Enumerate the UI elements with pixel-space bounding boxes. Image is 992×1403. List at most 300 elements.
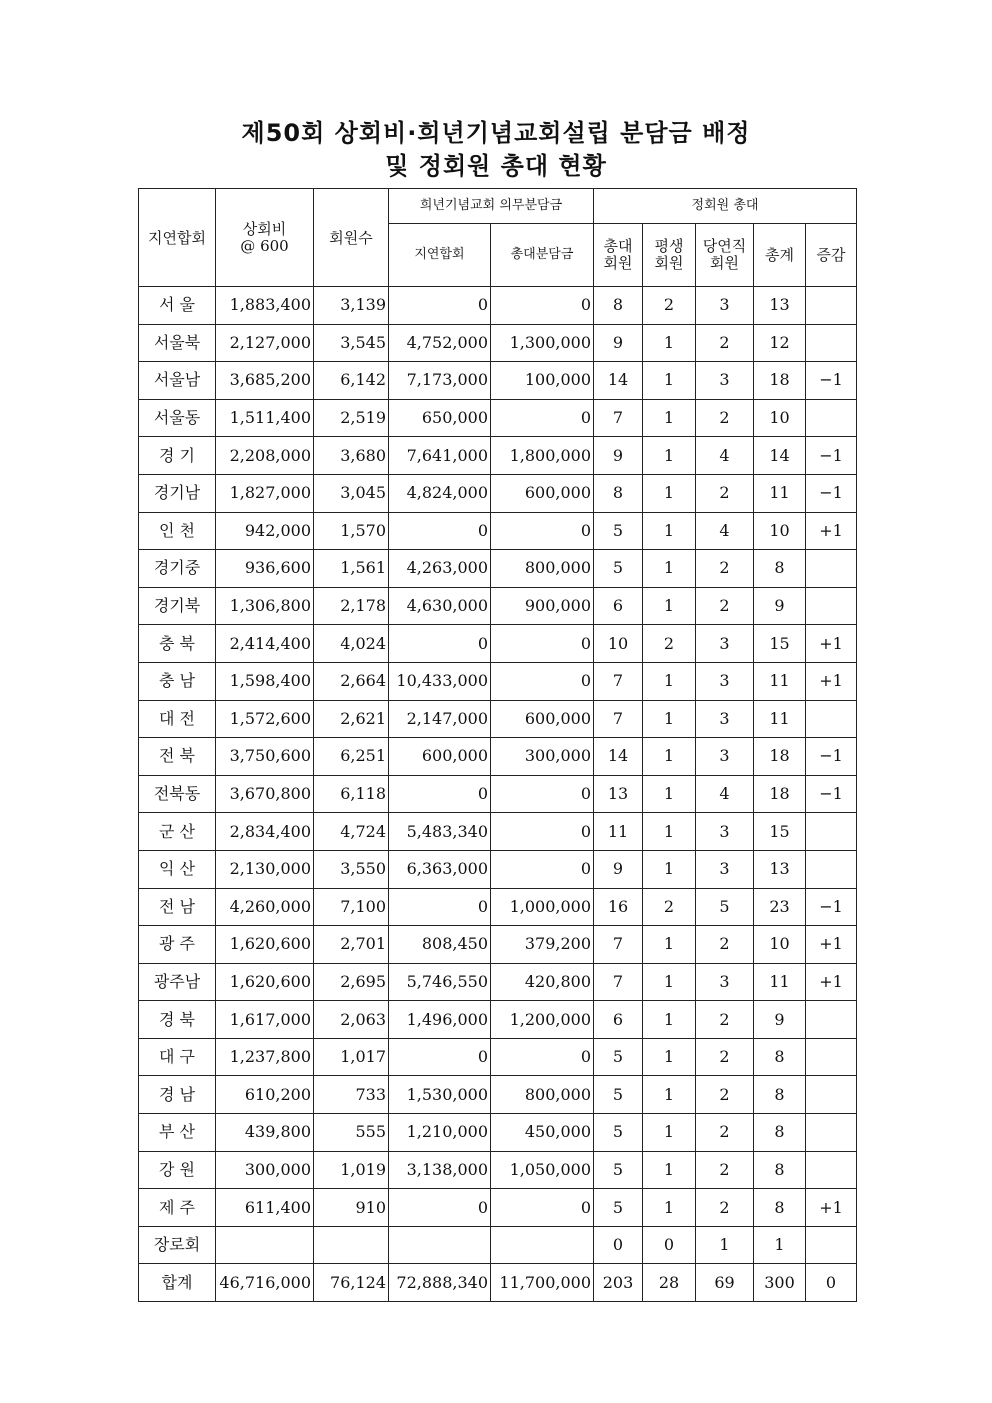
members-cell: 555 [314,1114,389,1152]
members-cell: 1,017 [314,1038,389,1076]
table-row [139,700,857,738]
jubilee-general-cell: 600,000 [491,700,594,738]
jubilee-region-cell: 0 [389,1038,491,1076]
jubilee-general-cell: 900,000 [491,587,594,625]
jubilee-region-cell: 600,000 [389,738,491,776]
del-general-cell: 8 [594,474,643,512]
region: 경기남 [139,474,216,512]
fee-cell: 439,800 [216,1114,314,1152]
del-general-cell: 5 [594,1076,643,1114]
jubilee-general-cell: 450,000 [491,1114,594,1152]
jubilee-region-cell: 0 [389,888,491,926]
jubilee-general-cell: 0 [491,399,594,437]
table-row [139,1001,857,1039]
change-cell: +1 [806,662,857,700]
jubilee-general-cell: 420,800 [491,963,594,1001]
members-cell: 2,701 [314,926,389,964]
change-cell [806,1114,857,1152]
region: 인 천 [139,512,216,550]
jubilee-region-cell: 1,210,000 [389,1114,491,1152]
header-members: 회원수 [314,189,389,287]
members-cell: 6,118 [314,775,389,813]
del-total-cell: 10 [754,512,806,550]
del-general-cell: 5 [594,1189,643,1227]
region: 서울동 [139,399,216,437]
del-ex-cell: 2 [696,1001,754,1039]
change-cell [806,813,857,851]
del-life-cell: 1 [643,474,696,512]
jubilee-region-cell: 6,363,000 [389,850,491,888]
del-total-cell: 8 [754,1189,806,1227]
region: 전 북 [139,738,216,776]
fee-cell: 1,511,400 [216,399,314,437]
totals-del-total: 300 [754,1264,806,1302]
del-life-cell: 1 [643,1038,696,1076]
region: 경 북 [139,1001,216,1039]
totals-fee: 46,716,000 [216,1264,314,1302]
table-row [139,587,857,625]
members-cell: 6,142 [314,362,389,400]
table-row [139,362,857,400]
del-total-cell: 9 [754,1001,806,1039]
table-row [139,512,857,550]
region: 경기중 [139,550,216,588]
document-title-line1: 제50회 상회비·희년기념교회설립 분담금 배정 [241,119,751,147]
table-row [139,287,857,325]
change-cell [806,850,857,888]
region: 부 산 [139,1114,216,1152]
del-ex-cell: 4 [696,437,754,475]
fee-cell: 3,750,600 [216,738,314,776]
table-row [139,738,857,776]
del-life-cell: 1 [643,1151,696,1189]
table-row [139,399,857,437]
fee-cell: 1,572,600 [216,700,314,738]
change-cell [806,550,857,588]
del-total-cell: 23 [754,888,806,926]
del-life-cell: 2 [643,888,696,926]
members-cell: 1,019 [314,1151,389,1189]
del-ex-cell: 3 [696,625,754,663]
del-ex-cell: 2 [696,474,754,512]
del-life-cell: 1 [643,437,696,475]
fee-cell: 611,400 [216,1189,314,1227]
members-cell: 3,545 [314,324,389,362]
del-total-cell: 10 [754,399,806,437]
region: 강 원 [139,1151,216,1189]
del-life-cell: 1 [643,1076,696,1114]
del-general-cell: 14 [594,362,643,400]
region: 군 산 [139,813,216,851]
del-life-cell: 1 [643,587,696,625]
change-cell: +1 [806,512,857,550]
members-cell: 2,063 [314,1001,389,1039]
change-cell: −1 [806,738,857,776]
jubilee-region-cell: 5,746,550 [389,963,491,1001]
jubilee-region-cell: 7,641,000 [389,437,491,475]
totals-jubilee-general: 11,700,000 [491,1264,594,1302]
jubilee-general-cell: 0 [491,813,594,851]
table-row [139,662,857,700]
jubilee-general-cell: 0 [491,512,594,550]
del-ex-cell: 2 [696,1189,754,1227]
change-cell [806,700,857,738]
change-cell: −1 [806,888,857,926]
header-fee-line2: @ 600 [240,236,289,255]
totals-del-ex: 69 [696,1264,754,1302]
header-del-life [643,224,696,287]
table-row [139,963,857,1001]
jubilee-general-cell: 379,200 [491,926,594,964]
jubilee-general-cell: 0 [491,1189,594,1227]
jubilee-general-cell: 1,050,000 [491,1151,594,1189]
totals-del-general: 203 [594,1264,643,1302]
jubilee-region-cell: 0 [389,512,491,550]
jubilee-region-cell: 4,824,000 [389,474,491,512]
fee-cell [216,1226,314,1264]
members-cell: 3,680 [314,437,389,475]
jubilee-region-cell: 0 [389,775,491,813]
del-life-cell: 1 [643,662,696,700]
header-del-general-line1: 총대 [603,237,633,255]
jubilee-region-cell: 808,450 [389,926,491,964]
del-ex-cell: 2 [696,1114,754,1152]
region: 경기북 [139,587,216,625]
jubilee-region-cell [389,1226,491,1264]
header-jubilee-general: 총대분담금 [491,224,594,287]
fee-cell: 3,685,200 [216,362,314,400]
del-life-cell: 1 [643,399,696,437]
del-general-cell: 9 [594,437,643,475]
del-total-cell: 13 [754,287,806,325]
fee-cell: 2,834,400 [216,813,314,851]
del-total-cell: 18 [754,362,806,400]
del-total-cell: 9 [754,587,806,625]
del-life-cell: 1 [643,1114,696,1152]
jubilee-region-cell: 10,433,000 [389,662,491,700]
del-life-cell: 1 [643,775,696,813]
region: 대 전 [139,700,216,738]
del-general-cell: 7 [594,700,643,738]
region: 광주남 [139,963,216,1001]
jubilee-region-cell: 4,752,000 [389,324,491,362]
members-cell: 2,519 [314,399,389,437]
del-ex-cell: 2 [696,587,754,625]
del-ex-cell: 2 [696,324,754,362]
allocation-table [138,188,857,1302]
table-row [139,850,857,888]
region: 대 구 [139,1038,216,1076]
del-total-cell: 8 [754,1038,806,1076]
fee-cell: 2,208,000 [216,437,314,475]
jubilee-region-cell: 3,138,000 [389,1151,491,1189]
table-row [139,324,857,362]
del-life-cell: 2 [643,287,696,325]
jubilee-general-cell: 600,000 [491,474,594,512]
members-cell [314,1226,389,1264]
fee-cell: 1,237,800 [216,1038,314,1076]
header-jubilee-group: 희년기념교회 의무분담금 [389,189,594,224]
change-cell: +1 [806,625,857,663]
del-general-cell: 6 [594,1001,643,1039]
del-total-cell: 11 [754,700,806,738]
header-del-life-line1: 평생 [654,237,684,255]
header-del-total: 총계 [754,224,806,287]
del-ex-cell: 3 [696,963,754,1001]
header-jubilee-region: 지연합회 [389,224,491,287]
members-cell: 4,024 [314,625,389,663]
del-general-cell: 5 [594,512,643,550]
region: 전북동 [139,775,216,813]
del-total-cell: 13 [754,850,806,888]
region: 전 남 [139,888,216,926]
del-ex-cell: 2 [696,1151,754,1189]
totals-jubilee-region: 72,888,340 [389,1264,491,1302]
region: 경 기 [139,437,216,475]
members-cell: 3,550 [314,850,389,888]
header-fee [216,189,314,287]
totals-del-life: 28 [643,1264,696,1302]
members-cell: 6,251 [314,738,389,776]
members-cell: 4,724 [314,813,389,851]
jubilee-general-cell: 0 [491,625,594,663]
members-cell: 2,178 [314,587,389,625]
del-total-cell: 8 [754,1151,806,1189]
fee-cell: 942,000 [216,512,314,550]
jubilee-general-cell: 0 [491,775,594,813]
del-ex-cell: 3 [696,813,754,851]
region: 서울북 [139,324,216,362]
del-ex-cell: 3 [696,287,754,325]
change-cell: −1 [806,437,857,475]
del-general-cell: 5 [594,550,643,588]
region: 서 울 [139,287,216,325]
del-ex-cell: 4 [696,775,754,813]
header-del-change: 증감 [806,224,857,287]
fee-cell: 1,620,600 [216,963,314,1001]
del-general-cell: 7 [594,963,643,1001]
del-total-cell: 11 [754,662,806,700]
del-ex-cell: 3 [696,850,754,888]
jubilee-region-cell: 650,000 [389,399,491,437]
table-row [139,926,857,964]
table-row [139,813,857,851]
fee-cell: 1,827,000 [216,474,314,512]
jubilee-region-cell: 4,630,000 [389,587,491,625]
del-general-cell: 13 [594,775,643,813]
del-total-cell: 12 [754,324,806,362]
del-ex-cell: 5 [696,888,754,926]
fee-cell: 4,260,000 [216,888,314,926]
document-title-line2: 및 정회원 총대 현황 [385,152,607,180]
del-total-cell: 11 [754,963,806,1001]
del-general-cell: 0 [594,1226,643,1264]
jubilee-general-cell: 0 [491,662,594,700]
del-general-cell: 14 [594,738,643,776]
jubilee-general-cell: 0 [491,1038,594,1076]
del-life-cell: 1 [643,1189,696,1227]
jubilee-region-cell: 1,530,000 [389,1076,491,1114]
del-general-cell: 10 [594,625,643,663]
table-row [139,1076,857,1114]
region: 충 북 [139,625,216,663]
del-total-cell: 11 [754,474,806,512]
del-general-cell: 5 [594,1038,643,1076]
table-row [139,474,857,512]
change-cell: +1 [806,1189,857,1227]
jubilee-region-cell: 7,173,000 [389,362,491,400]
jubilee-general-cell: 800,000 [491,1076,594,1114]
jubilee-region-cell: 5,483,340 [389,813,491,851]
jubilee-general-cell: 100,000 [491,362,594,400]
change-cell [806,1151,857,1189]
del-ex-cell: 3 [696,738,754,776]
region: 제 주 [139,1189,216,1227]
region: 충 남 [139,662,216,700]
change-cell: +1 [806,963,857,1001]
fee-cell: 2,130,000 [216,850,314,888]
table-row [139,775,857,813]
header-del-ex-line2: 회원 [710,254,739,272]
jubilee-region-cell: 1,496,000 [389,1001,491,1039]
del-total-cell: 8 [754,1076,806,1114]
del-life-cell: 1 [643,550,696,588]
del-life-cell: 1 [643,926,696,964]
del-total-cell: 10 [754,926,806,964]
del-life-cell: 1 [643,813,696,851]
del-total-cell: 18 [754,775,806,813]
members-cell: 1,570 [314,512,389,550]
del-general-cell: 9 [594,850,643,888]
totals-change: 0 [806,1264,857,1302]
fee-cell: 1,883,400 [216,287,314,325]
del-ex-cell: 3 [696,662,754,700]
change-cell [806,1001,857,1039]
table-row [139,1226,857,1264]
members-cell: 3,045 [314,474,389,512]
change-cell [806,1076,857,1114]
header-delegates-group: 정회원 총대 [594,189,857,224]
members-cell: 7,100 [314,888,389,926]
del-ex-cell: 2 [696,550,754,588]
table-row [139,625,857,663]
members-cell: 910 [314,1189,389,1227]
fee-cell: 610,200 [216,1076,314,1114]
members-cell: 2,621 [314,700,389,738]
fee-cell: 2,127,000 [216,324,314,362]
del-total-cell: 14 [754,437,806,475]
del-life-cell: 1 [643,324,696,362]
change-cell [806,399,857,437]
jubilee-general-cell: 1,300,000 [491,324,594,362]
del-general-cell: 6 [594,587,643,625]
members-cell: 3,139 [314,287,389,325]
header-del-general [594,224,643,287]
fee-cell: 2,414,400 [216,625,314,663]
header-del-ex-line1: 당연직 [702,237,747,255]
del-total-cell: 8 [754,1114,806,1152]
region: 익 산 [139,850,216,888]
del-life-cell: 1 [643,362,696,400]
region: 장로회 [139,1226,216,1264]
del-ex-cell: 2 [696,1038,754,1076]
del-general-cell: 5 [594,1151,643,1189]
jubilee-region-cell: 2,147,000 [389,700,491,738]
table-row [139,1189,857,1227]
members-cell: 2,695 [314,963,389,1001]
jubilee-general-cell: 1,800,000 [491,437,594,475]
jubilee-general-cell: 800,000 [491,550,594,588]
table-row [139,437,857,475]
del-total-cell: 1 [754,1226,806,1264]
fee-cell: 1,620,600 [216,926,314,964]
fee-cell: 300,000 [216,1151,314,1189]
jubilee-region-cell: 0 [389,287,491,325]
jubilee-general-cell [491,1226,594,1264]
header-region: 지연합회 [139,189,216,287]
del-general-cell: 5 [594,1114,643,1152]
del-ex-cell: 1 [696,1226,754,1264]
del-ex-cell: 2 [696,1076,754,1114]
del-life-cell: 1 [643,700,696,738]
del-general-cell: 11 [594,813,643,851]
jubilee-region-cell: 0 [389,1189,491,1227]
fee-cell: 1,306,800 [216,587,314,625]
header-del-life-line2: 회원 [654,254,684,272]
jubilee-general-cell: 0 [491,850,594,888]
jubilee-region-cell: 0 [389,625,491,663]
del-general-cell: 8 [594,287,643,325]
del-total-cell: 8 [754,550,806,588]
region: 경 남 [139,1076,216,1114]
header-fee-line1: 상회비 [242,219,287,238]
jubilee-region-cell: 4,263,000 [389,550,491,588]
change-cell [806,1038,857,1076]
members-cell: 1,561 [314,550,389,588]
totals-members: 76,124 [314,1264,389,1302]
table-row [139,1038,857,1076]
del-ex-cell: 4 [696,512,754,550]
change-cell [806,587,857,625]
del-life-cell: 1 [643,1001,696,1039]
region: 서울남 [139,362,216,400]
del-total-cell: 15 [754,813,806,851]
del-ex-cell: 3 [696,700,754,738]
change-cell: −1 [806,362,857,400]
fee-cell: 936,600 [216,550,314,588]
change-cell [806,287,857,325]
members-cell: 733 [314,1076,389,1114]
del-life-cell: 2 [643,625,696,663]
table-row [139,888,857,926]
change-cell: −1 [806,474,857,512]
jubilee-general-cell: 1,200,000 [491,1001,594,1039]
table-row [139,1151,857,1189]
fee-cell: 1,617,000 [216,1001,314,1039]
del-general-cell: 9 [594,324,643,362]
change-cell [806,1226,857,1264]
del-life-cell: 0 [643,1226,696,1264]
del-general-cell: 7 [594,399,643,437]
fee-cell: 1,598,400 [216,662,314,700]
jubilee-general-cell: 300,000 [491,738,594,776]
totals-label: 합계 [139,1264,216,1302]
del-general-cell: 7 [594,926,643,964]
del-life-cell: 1 [643,850,696,888]
table-row [139,1114,857,1152]
totals-row [139,1264,857,1302]
del-general-cell: 7 [594,662,643,700]
